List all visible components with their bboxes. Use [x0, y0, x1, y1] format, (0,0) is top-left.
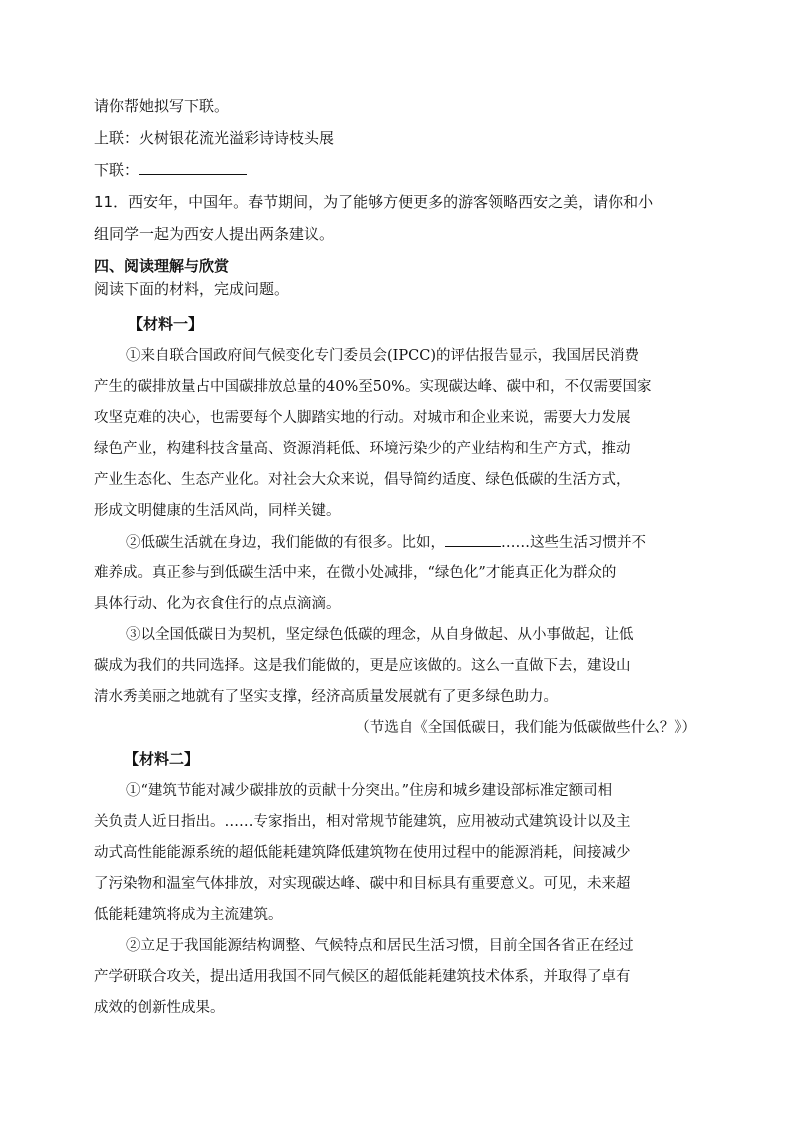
m2-p1-line: 低能耗建筑将成为主流建筑。 [94, 907, 283, 923]
material-1-title: 【材料一】 [128, 315, 204, 333]
m1-p3-line: 碳成为我们的共同选择。这是我们能做的，更是应该做的。这么一直做下去，建设山 [94, 658, 631, 674]
m2-p1-line: 关负责人近日指出。……专家指出，相对常规节能建筑，应用被动式建筑设计以及主 [94, 814, 631, 830]
m1-p2-line-1 [126, 532, 700, 553]
material-1-source: （节选自《全国低碳日，我们能为低碳做些什么？》） [355, 720, 696, 736]
lower-couplet-row [94, 160, 700, 180]
m2-p1-line: 动式高性能能源系统的超低能耗建筑降低建筑物在使用过程中的能源消耗，间接减少 [94, 845, 631, 861]
m2-p1-line: ①“建筑节能对减少碳排放的贡献十分突出。”住房和城乡建设部标准定额司相 [126, 783, 613, 799]
m1-p2-line: 难养成。真正参与到低碳生活中来，在微小处减排，“绿色化”才能真正化为群众的 [94, 565, 617, 581]
question-11-line-2: 组同学一起为西安人提出两条建议。 [94, 225, 335, 243]
section-title: 四、阅读理解与欣赏 [94, 257, 230, 275]
m1-p1-line: 形成文明健康的生活风尚，同样关键。 [94, 503, 341, 519]
material-2-title: 【材料二】 [124, 750, 200, 768]
m1-p2-text-b: ……这些生活习惯并不 [501, 535, 646, 551]
prompt-line: 请你帮她拟写下联。 [94, 97, 230, 115]
m1-p1-line: 攻坚克难的决心，也需要每个人脚踏实地的行动。对城市和企业来说，需要大力发展 [94, 410, 631, 426]
question-11-line-1: 11．西安年，中国年。春节期间，为了能够方便更多的游客领略西安之美，请你和小 [94, 193, 654, 211]
section-intro: 阅读下面的材料，完成问题。 [94, 280, 290, 298]
fill-blank[interactable] [445, 532, 501, 547]
m1-p1-line: 产业生态化、生态产业化。对社会大众来说，倡导简约适度、绿色低碳的生活方式， [94, 472, 631, 488]
m1-p3-line: 清水秀美丽之地就有了坚实支撑，经济高质量发展就有了更多绿色助力。 [94, 689, 558, 705]
m1-p2-line: 具体行动、化为衣食住行的点点滴滴。 [94, 596, 341, 612]
m1-p3-line: ③以全国低碳日为契机，坚定绿色低碳的理念，从自身做起、从小事做起，让低 [126, 627, 634, 643]
m2-p2-line: 产学研联合攻关，提出适用我国不同气候区的超低能耗建筑技术体系，并取得了卓有 [94, 969, 631, 985]
m2-p2-line: 成效的创新性成果。 [94, 1000, 225, 1016]
m1-p1-line: 产生的碳排放量占中国碳排放总量的40%至50%。实现碳达峰、碳中和，不仅需要国家 [94, 379, 652, 395]
m2-p2-line: ②立足于我国能源结构调整、气候特点和居民生活习惯，目前全国各省正在经过 [126, 938, 634, 954]
m1-p1-line: 绿色产业，构建科技含量高、资源消耗低、环境污染少的产业结构和生产方式，推动 [94, 441, 631, 457]
answer-blank[interactable] [139, 160, 247, 175]
upper-couplet: 上联：火树银花流光溢彩诗诗枝头展 [94, 129, 335, 147]
m1-p1-line: ①来自联合国政府间气候变化专门委员会(IPCC)的评估报告显示，我国居民消费 [126, 348, 639, 364]
m2-p1-line: 了污染物和温室气体排放，对实现碳达峰、碳中和目标具有重要意义。可见，未来超 [94, 876, 631, 892]
lower-couplet-label: 下联： [94, 161, 140, 179]
m1-p2-text-a: ②低碳生活就在身边，我们能做的有很多。比如， [126, 535, 445, 551]
